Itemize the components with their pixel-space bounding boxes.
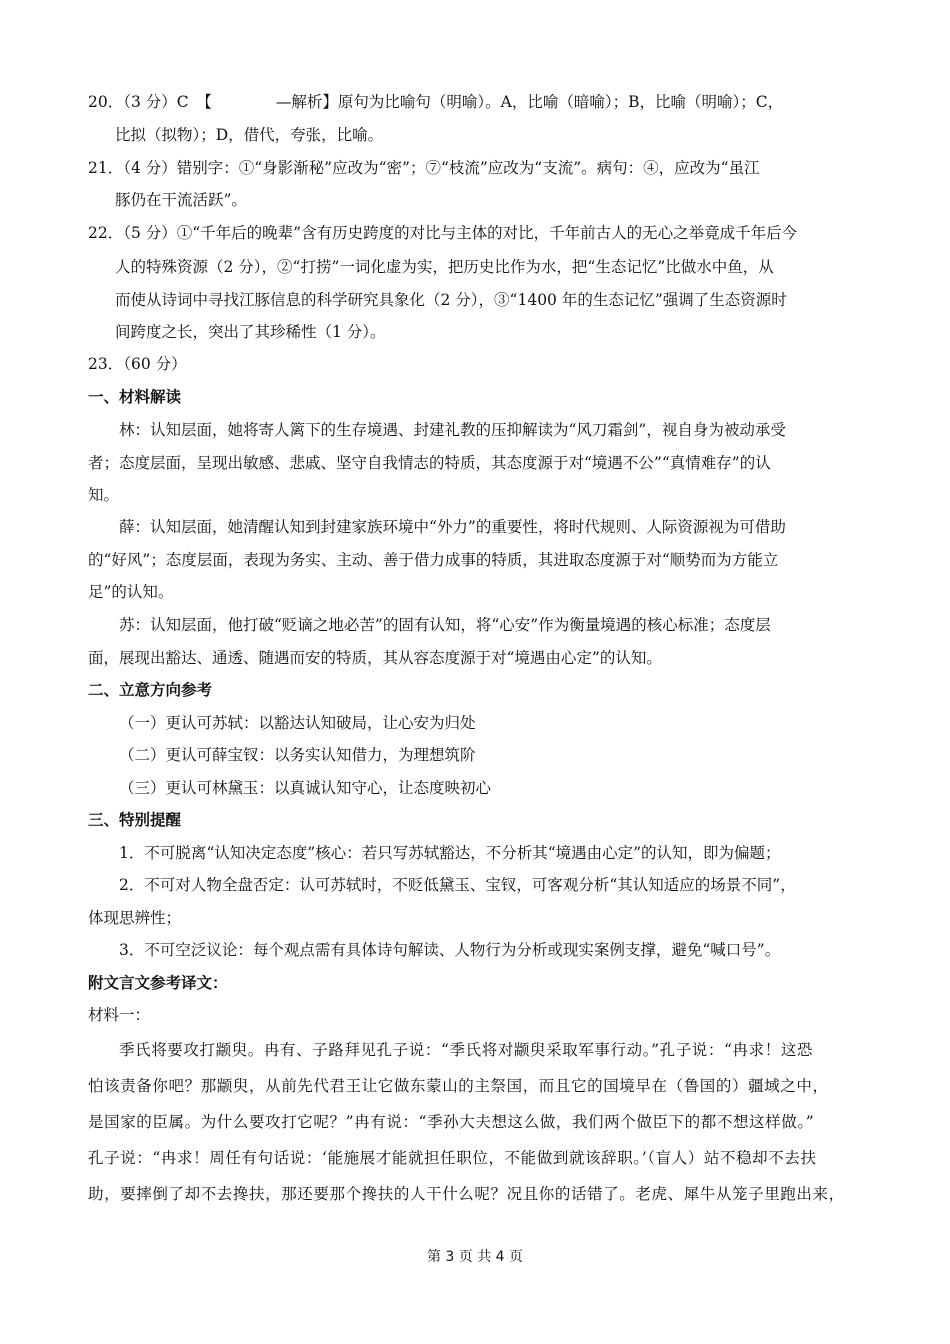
direction-item-2: （二）更认可薛宝钗：以务实认知借力，为理想筑阶	[119, 746, 476, 764]
reminder-item-3: 3．不可空泛议论：每个观点需有具体诗句解读、人物行为分析或现实案例支撑，避免“喊口号”。	[119, 941, 781, 959]
translation-line-2: 怕该责备你吧？那颛臾，从前先代君王让它做东蒙山的主祭国，而且它的国境早在（鲁国的）疆域之中，	[88, 1077, 829, 1095]
xue-analysis-line-2: 的“好风”；态度层面，表现为务实、主动、善于借力成事的特质，其进取态度源于对“顺势而为方能立	[88, 551, 779, 569]
page-number: 第 3 页 共 4 页	[426, 1249, 524, 1265]
reminder-item-1: 1．不可脱离“认知决定态度”核心：若只写苏轼豁达，不分析其“境遇由心定”的认知，即为偏题；	[119, 844, 781, 862]
reminder-item-2-line-2: 体现思辨性；	[88, 909, 182, 927]
q22-line-3: 而使从诗词中寻找江豚信息的科学研究具象化（2 分），③“1400 年的生态记忆”强调了生态资源时	[115, 291, 787, 309]
q22-line-1: 22．（5 分）①“千年后的晚辈”含有历史跨度的对比与主体的对比，千年前古人的无心之举竟成千年后今	[88, 224, 798, 242]
section-heading-material-analysis: 一、材料解读	[88, 388, 182, 406]
section-heading-directions: 二、立意方向参考	[88, 681, 213, 699]
direction-item-1: （一）更认可苏轼：以豁达认知破局，让心安为归处	[119, 714, 476, 732]
q23-title: 23．（60 分）	[88, 355, 187, 373]
translation-line-5: 助，要摔倒了却不去搀扶，那还要那个搀扶的人干什么呢？况且你的话错了。老虎、犀牛从笼子里跑出来，	[88, 1185, 845, 1203]
appendix-heading: 附文言文参考译文：	[88, 974, 228, 992]
su-analysis-line-1: 苏：认知层面，他打破“贬谪之地必苦”的固有认知，将“心安”作为衡量境遇的核心标准；态度层	[119, 616, 771, 634]
direction-item-3: （三）更认可林黛玉：以真诚认知守心，让态度映初心	[119, 779, 492, 797]
su-analysis-line-2: 面，展现出豁达、通透、随遇而安的特质，其从容态度源于对“境遇由心定”的认知。	[88, 649, 662, 667]
q21-line-1: 21．（4 分）错别字：①“身影渐秘”应改为“密”；⑦“枝流”应改为“支流”。病句：④，应改为“虽江	[88, 159, 760, 177]
xue-analysis-line-3: 足”的认知。	[88, 583, 174, 601]
translation-line-1: 季氏将要攻打颛臾。冉有、子路拜见孔子说：“季氏将对颛臾采取军事行动。”孔子说：“冉求！这恐	[119, 1041, 814, 1059]
lin-analysis-line-3: 知。	[88, 486, 120, 504]
q20-analysis: —解析】原句为比喻句（明喻）。A，比喻（暗喻）；B，比喻（明喻）；C，	[275, 93, 784, 111]
lin-analysis-line-1: 林：认知层面，她将寄人篱下的生存境遇、封建礼教的压抑解读为“风刀霜剑”，视自身为被动承受	[119, 421, 786, 439]
q20-line-2: 比拟（拟物）；D，借代，夸张，比喻。	[115, 126, 384, 144]
q20-number-answer: 20．（3 分）C 【	[88, 93, 212, 111]
lin-analysis-line-2: 者；态度层面，呈现出敏感、悲戚、坚守自我情志的特质，其态度源于对“境遇不公”“真情难存”的认	[88, 454, 771, 472]
q21-line-2: 豚仍在干流活跃”。	[115, 191, 247, 209]
xue-analysis-line-1: 薛：认知层面，她清醒认知到封建家族环境中“外力”的重要性，将时代规则、人际资源视为可借助	[119, 518, 786, 536]
q22-line-4: 间跨度之长，突出了其珍稀性（1 分）。	[115, 323, 386, 341]
translation-line-4: 孔子说：“冉求！周任有句话说：‘能施展才能就担任职位，不能做到就该辞职。’（盲人）站不稳却不去扶	[88, 1149, 817, 1167]
reminder-item-2-line-1: 2．不可对人物全盘否定：认可苏轼时，不贬低黛玉、宝钗，可客观分析“其认知适应的场景不同”，	[119, 876, 796, 894]
translation-line-3: 是国家的臣属。为什么要攻打它呢？”冉有说：“季孙大夫想这么做，我们两个做臣下的都不想这样做。”	[88, 1113, 815, 1131]
q22-line-2: 人的特殊资源（2 分），②“打捞”一词化虚为实，把历史比作为水，把“生态记忆”比做水中鱼，从	[115, 258, 774, 276]
section-heading-reminders: 三、特别提醒	[88, 811, 182, 829]
q20-line-1	[88, 91, 783, 113]
material-label: 材料一：	[88, 1006, 151, 1024]
